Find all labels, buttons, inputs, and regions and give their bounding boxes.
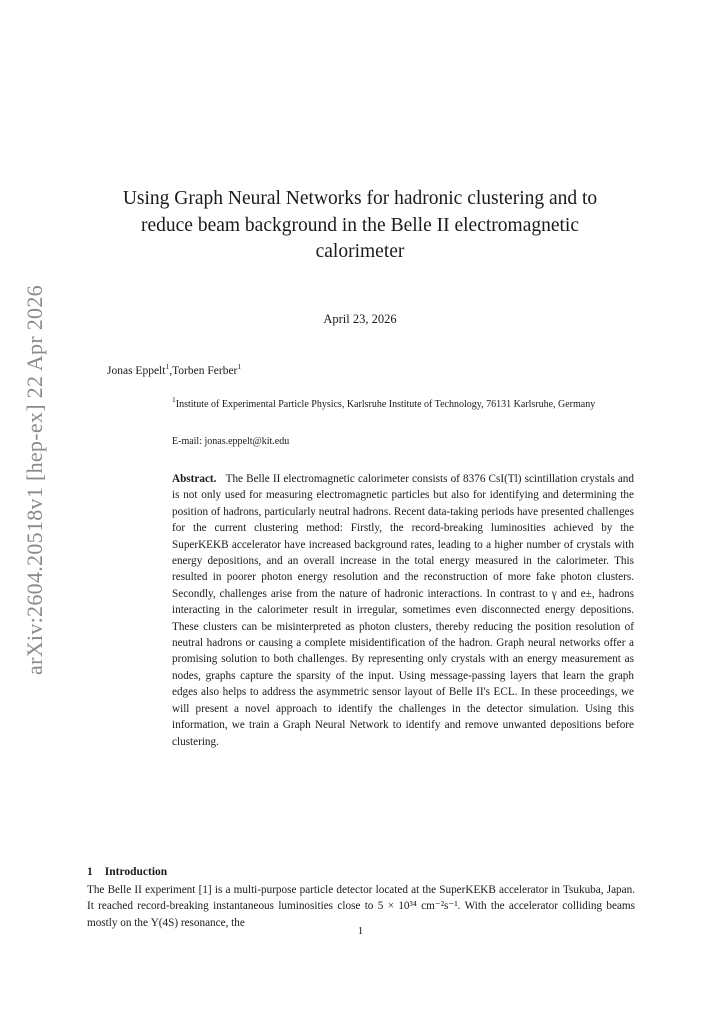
author-affiliation-marker: 1 bbox=[165, 362, 170, 371]
author-separator: , bbox=[169, 365, 173, 377]
section-heading bbox=[87, 866, 167, 878]
paper-date: April 23, 2026 bbox=[323, 312, 397, 326]
section-body: The Belle II experiment [1] is a multi-purpose particle detector located at the SuperKEKB accelerator in Tsukuba, Japan. It reached record-breaking instantaneous luminosities close to 5 × 10³⁴ cm⁻²s⁻¹. With the accelerator colliding beams mostly on the Υ(4S) resonance, the bbox=[87, 884, 635, 929]
author-list bbox=[107, 362, 241, 377]
contact-email: E-mail: jonas.eppelt@kit.edu bbox=[172, 436, 290, 447]
author-affiliation-marker: 1 bbox=[237, 362, 242, 371]
section-number: 1 bbox=[87, 866, 93, 878]
affiliation-text: Institute of Experimental Particle Physics, Karlsruhe Institute of Technology, 76131 Karlsruhe, Germany bbox=[175, 399, 596, 410]
abstract-label: Abstract. bbox=[172, 473, 217, 485]
affiliation-marker: 1 bbox=[172, 395, 176, 404]
paper-title: Using Graph Neural Networks for hadronic clustering and to reduce beam background in the Belle II electromagnetic calorimeter bbox=[122, 188, 598, 262]
affiliation bbox=[172, 393, 627, 411]
abstract-text: The Belle II electromagnetic calorimeter consists of 8376 CsI(Tl) scintillation crystals and is not only used for measuring electromagnetic particles but also for identifying and determining the position of hadrons, particularly neutral hadrons. Recent data-taking periods have presented challenges for the current clustering method: Firstly, the record-breaking luminosities achieved by the SuperKEKB accelerator have increased background rates, leading to a higher number of crystals with energy depositions, and an overall increase in the total energy measured in the calorimeter. This resulted in poorer photon energy resolution and the reconstruction of more fake photon clusters. Secondly, challenges arise from the nature of hadronic interactions. In contrast to γ and e±, hadrons interacting in the calorimeter result in irregular, sometimes even disconnected energy depositions. These clusters can be misinterpreted as photon clusters, thereby reducing the position resolution of neutral hadrons or causing a complete misidentification of the hadron. Graph neural networks offer a promising solution to both challenges. By representing only crystals with an energy measurement as nodes, graphs capture the sparsity of the input. Using message-passing layers that learn the graph edges also helps to address the asymmetric sensor layout of Belle II's ECL. In these proceedings, we will present a novel approach to identify the challenges in the detector simulation. Using this information, we train a Graph Neural Network to identify and remove unwanted depositions before clustering. bbox=[172, 473, 634, 748]
arxiv-identifier: arXiv:2604.20518v1 [hep-ex] 22 Apr 2026 bbox=[22, 285, 47, 675]
author-name: Torben Ferber bbox=[172, 365, 238, 377]
page-number: 1 bbox=[357, 925, 364, 937]
abstract bbox=[172, 471, 634, 750]
author-name: Jonas Eppelt bbox=[107, 365, 166, 377]
section-title: Introduction bbox=[104, 866, 168, 878]
